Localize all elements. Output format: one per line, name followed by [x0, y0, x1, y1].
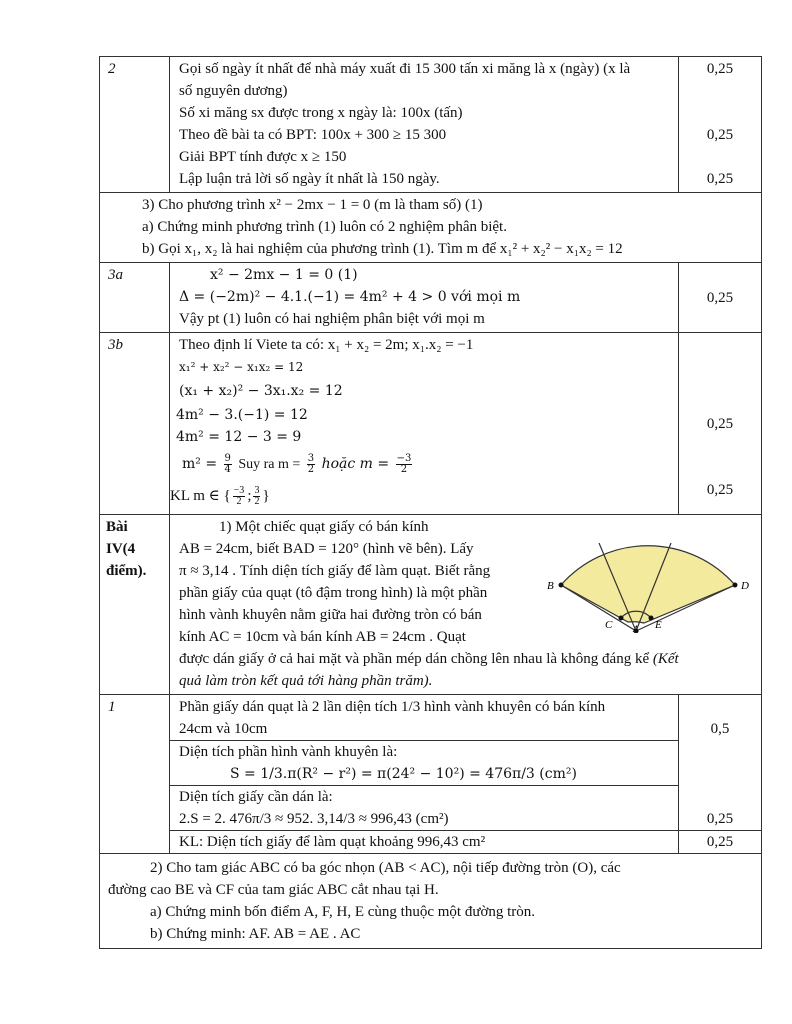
table-row-3a: [100, 263, 762, 333]
solution-line: x₁² + x₂² − x₁x₂ = 12: [179, 360, 304, 374]
point-b: [559, 583, 564, 588]
score: 0,25: [706, 811, 734, 827]
score: 0,25: [706, 482, 734, 498]
fraction: $\frac{3}{2}$: [254, 485, 260, 508]
question-line: 3) Cho phương trình x² − 2mx − 1 = 0 (m là tham số) (1): [142, 197, 483, 213]
score-cell: [679, 695, 762, 854]
solution-line: Số xi măng sx được trong x ngày là: 100x (tấn): [179, 105, 463, 121]
fraction: $\frac{-3}{2}$: [233, 485, 245, 508]
question-line: b) Gọi x₁, x₂ là hai nghiệm của phương trình (1). Tìm m để x₁² + x₂² − x₁x₂ = 12: [142, 241, 623, 257]
question-line: b) Chứng minh: AF. AB = AE . AC: [150, 926, 361, 942]
conclusion-line: KL m ∈ { $\frac{-3}{2}$ ; $\frac{3}{2}$ }: [170, 485, 270, 508]
score: 0,25: [706, 61, 734, 77]
fraction: $\frac{-3}{2}$: [396, 452, 412, 475]
conclusion-line: Vậy pt (1) luôn có hai nghiệm phân biệt với mọi m: [179, 311, 485, 327]
question-cell: [100, 193, 762, 263]
question-line: a) Chứng minh phương trình (1) luôn có 2 nghiệm phân biệt.: [142, 219, 507, 235]
score: 0,25: [706, 171, 734, 187]
label-a: A: [633, 624, 639, 633]
answer-table: [99, 56, 762, 949]
viete-line: Theo định lí Viete ta có: x₁ + x₂ = 2m; x₁.x₂ = −1: [179, 337, 474, 353]
bai-label: Bài IV(4 điểm).: [100, 515, 170, 695]
suy-ra: Suy ra m =: [238, 457, 301, 472]
delta-line: Δ = (−2m)² − 4.1.(−1) = 4m² + 4 > 0 với mọi m: [179, 289, 521, 305]
point-c: [619, 616, 624, 621]
solution-cell: [170, 333, 679, 515]
score: 0,25: [706, 127, 734, 143]
hoac: hoặc m =: [321, 456, 390, 472]
problem-line: được dán giấy ở cả hai mặt và phần mép dán chồng lên nhau là không đáng kể (Kết: [179, 651, 679, 667]
formula-line: S = 1/3.π(R² − r²) = π(24² − 10²) = 476π/3 (cm²): [230, 766, 577, 782]
problem-line: phần giấy của quạt (tô đậm trong hình) là một phần: [179, 585, 488, 601]
solution-line: 4m² = 12 − 3 = 9: [176, 429, 302, 445]
score: 0,5: [710, 721, 730, 737]
table-row-1: [100, 695, 762, 854]
solution-line: 4m² − 3.(−1) = 12: [176, 407, 308, 423]
label-d: D: [741, 580, 749, 592]
fan-paper-shape: [561, 546, 735, 623]
score-cell: [679, 57, 762, 193]
question-line: a) Chứng minh bốn điểm A, F, H, E cùng thuộc một đường tròn.: [150, 904, 536, 920]
question-line: 2) Cho tam giác ABC có ba góc nhọn (AB < AC), nội tiếp đường tròn (O), các: [150, 860, 621, 876]
solution-cell: [170, 57, 679, 193]
conclusion-line: KL: Diện tích giấy để làm quạt khoảng 996,43 cm²: [179, 834, 486, 850]
table-row-2: [100, 57, 762, 193]
problem-line: π ≈ 3,14 . Tính diện tích giấy để làm quạt. Biết rằng: [179, 563, 491, 579]
label-c: C: [605, 619, 613, 631]
solution-line: 24cm và 10cm: [179, 721, 268, 737]
label-b: B: [547, 580, 554, 592]
solution-line: [170, 448, 678, 480]
solution-line: (x₁ + x₂)² − 3x₁.x₂ = 12: [179, 383, 343, 399]
equation: x² − 2mx − 1 = 0 (1): [210, 267, 358, 283]
row-number: 3a: [100, 263, 170, 333]
point-e: [649, 616, 654, 621]
row-number: 3b: [100, 333, 170, 515]
solution-line: Giải BPT tính được x ≥ 150: [179, 149, 347, 165]
row-number: 2: [100, 57, 170, 193]
problem-line: 1) Một chiếc quạt giấy có bán kính: [219, 519, 429, 535]
score-cell: [679, 333, 762, 515]
solution-line: số nguyên dương): [179, 83, 288, 99]
solution-line: Diện tích giấy cần dán là:: [179, 789, 333, 805]
problem-line: quả làm tròn kết quả tới hàng phần trăm).: [179, 673, 433, 689]
solution-line: Theo đề bài ta có BPT: 100x + 300 ≥ 15 300: [179, 127, 447, 143]
solution-cell: [170, 263, 679, 333]
bai-iv-row: [100, 515, 762, 695]
solution-line: Diện tích phần hình vành khuyên là:: [179, 744, 398, 760]
solution-line: Phần giấy dán quạt là 2 lần diện tích 1/3 hình vành khuyên có bán kính: [179, 699, 606, 715]
question-cell: [100, 854, 762, 949]
question-3-row: [100, 193, 762, 263]
fraction: $\frac{9}{4}$: [224, 452, 231, 475]
row-number: 1: [100, 695, 170, 854]
problem-line: hình vành khuyên nằm giữa hai đường tròn có bán: [179, 607, 482, 623]
fraction: $\frac{3}{2}$: [307, 452, 315, 475]
problem-cell: [170, 515, 762, 695]
solution-cell: [170, 695, 679, 854]
label-e: E: [655, 619, 662, 631]
point-d: [733, 583, 738, 588]
question-line: đường cao BE và CF của tam giác ABC cắt nhau tại H.: [108, 882, 439, 898]
solution-line: Lập luận trả lời số ngày ít nhất là 150 ngày.: [179, 171, 440, 187]
score-cell: [679, 263, 762, 333]
table-row-3b: [100, 333, 762, 515]
question-2-row: [100, 854, 762, 949]
m-squared: m² =: [182, 456, 218, 472]
fan-figure: [545, 521, 755, 633]
score: 0,25: [706, 834, 734, 850]
problem-line: kính AC = 10cm và bán kính AB = 24cm . Quạt: [179, 629, 466, 645]
solution-line: Gọi số ngày ít nhất để nhà máy xuất đi 15 300 tấn xi măng là x (ngày) (x là: [179, 61, 631, 77]
problem-line: AB = 24cm, biết BAD = 120° (hình vẽ bên). Lấy: [179, 541, 474, 557]
solution-line: 2.S = 2. 476π/3 ≈ 952. 3,14/3 ≈ 996,43 (cm²): [179, 811, 449, 827]
score: 0,25: [706, 289, 734, 306]
score: 0,25: [706, 416, 734, 432]
